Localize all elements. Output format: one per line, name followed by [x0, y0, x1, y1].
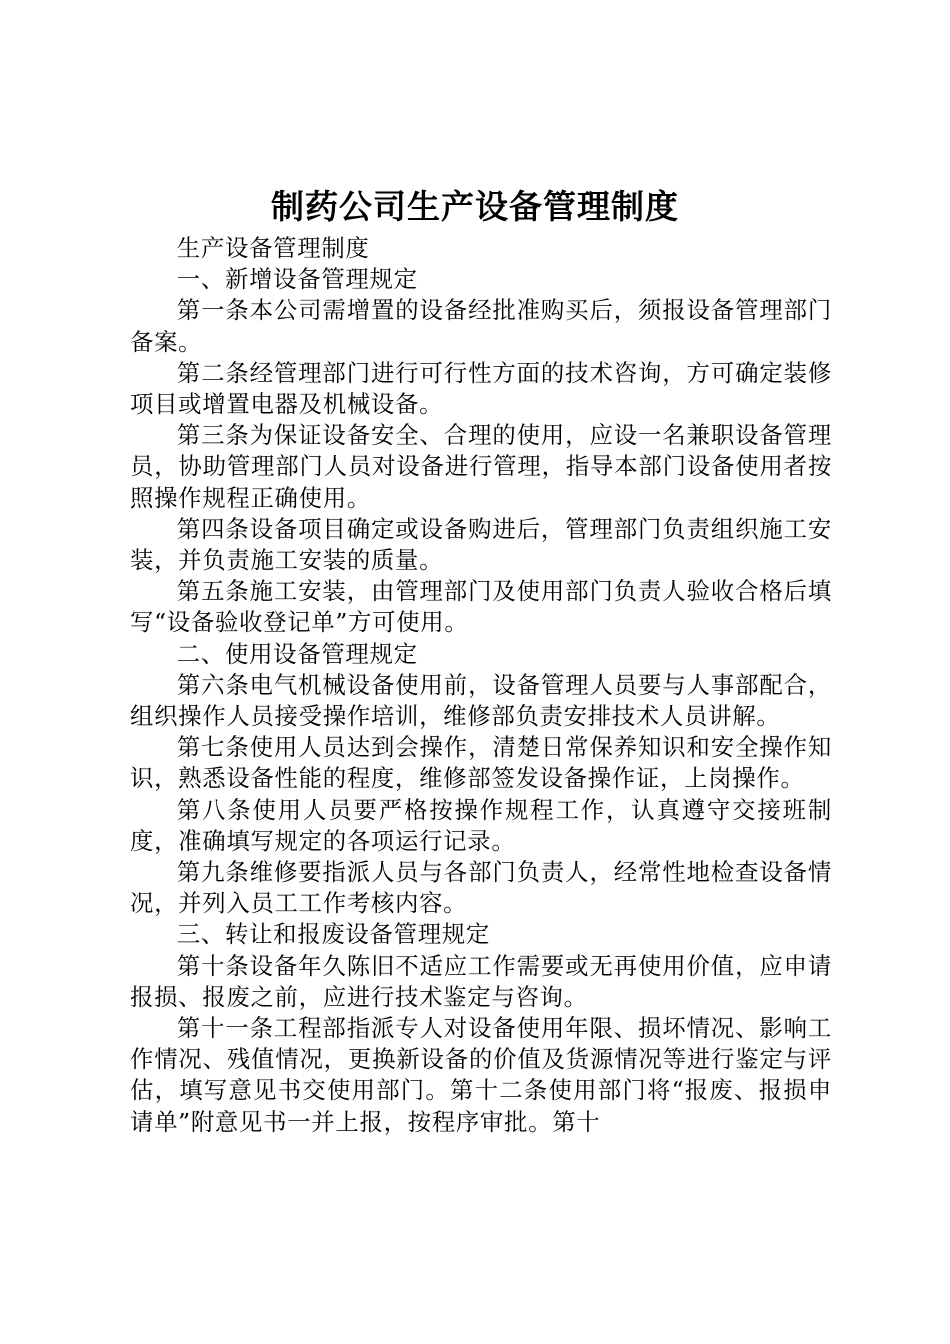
section-heading-2: 二、使用设备管理规定 — [176, 639, 418, 668]
article-7: 第七条使用人员达到会操作，清楚日常保养知识和安全操作知识，熟悉设备性能的程度，维修部签发设备操作证，上岗操作。 — [130, 733, 832, 793]
article-9: 第九条维修要指派人员与各部门负责人，经常性地检查设备情况，并列入员工工作考核内容。 — [130, 858, 832, 918]
article-5: 第五条施工安装，由管理部门及使用部门负责人验收合格后填写“设备验收登记单”方可使用。 — [130, 577, 832, 637]
article-2: 第二条经管理部门进行可行性方面的技术咨询，方可确定装修项目或增置电器及机械设备。 — [130, 358, 832, 419]
section-heading-3: 三、转让和报废设备管理规定 — [176, 920, 490, 949]
article-10: 第十条设备年久陈旧不适应工作需要或无再使用价值，应申请报损、报废之前，应进行技术鉴定与咨询。 — [130, 951, 832, 1011]
section-title: 生产设备管理制度 — [176, 234, 370, 262]
article-1: 第一条本公司需增置的设备经批准购买后，须报设备管理部门备案。 — [130, 296, 832, 356]
section-heading-1: 一、新增设备管理规定 — [176, 265, 418, 294]
article-4: 第四条设备项目确定或设备购进后，管理部门负责组织施工安装，并负责施工安装的质量。 — [130, 514, 832, 575]
article-8: 第八条使用人员要严格按操作规程工作，认真遵守交接班制度，准确填写规定的各项运行记录。 — [130, 795, 832, 855]
document-body — [130, 233, 832, 1138]
article-6: 第六条电气机械设备使用前，设备管理人员要与人事部配合，组织操作人员接受操作培训，维修部负责安排技术人员讲解。 — [130, 670, 832, 731]
document-title: 制药公司生产设备管理制度 — [271, 187, 679, 226]
article-3: 第三条为保证设备安全、合理的使用，应设一名兼职设备管理员，协助管理部门人员对设备进行管理，指导本部门设备使用者按照操作规程正确使用。 — [130, 421, 832, 512]
article-11: 第十一条工程部指派专人对设备使用年限、损坏情况、影响工作情况、残值情况，更换新设备的价值及货源情况等进行鉴定与评估，填写意见书交使用部门。第十二条使用部门将“报废、报损申请单”附意见书一并上报，按程序审批。第十 — [130, 1014, 832, 1136]
